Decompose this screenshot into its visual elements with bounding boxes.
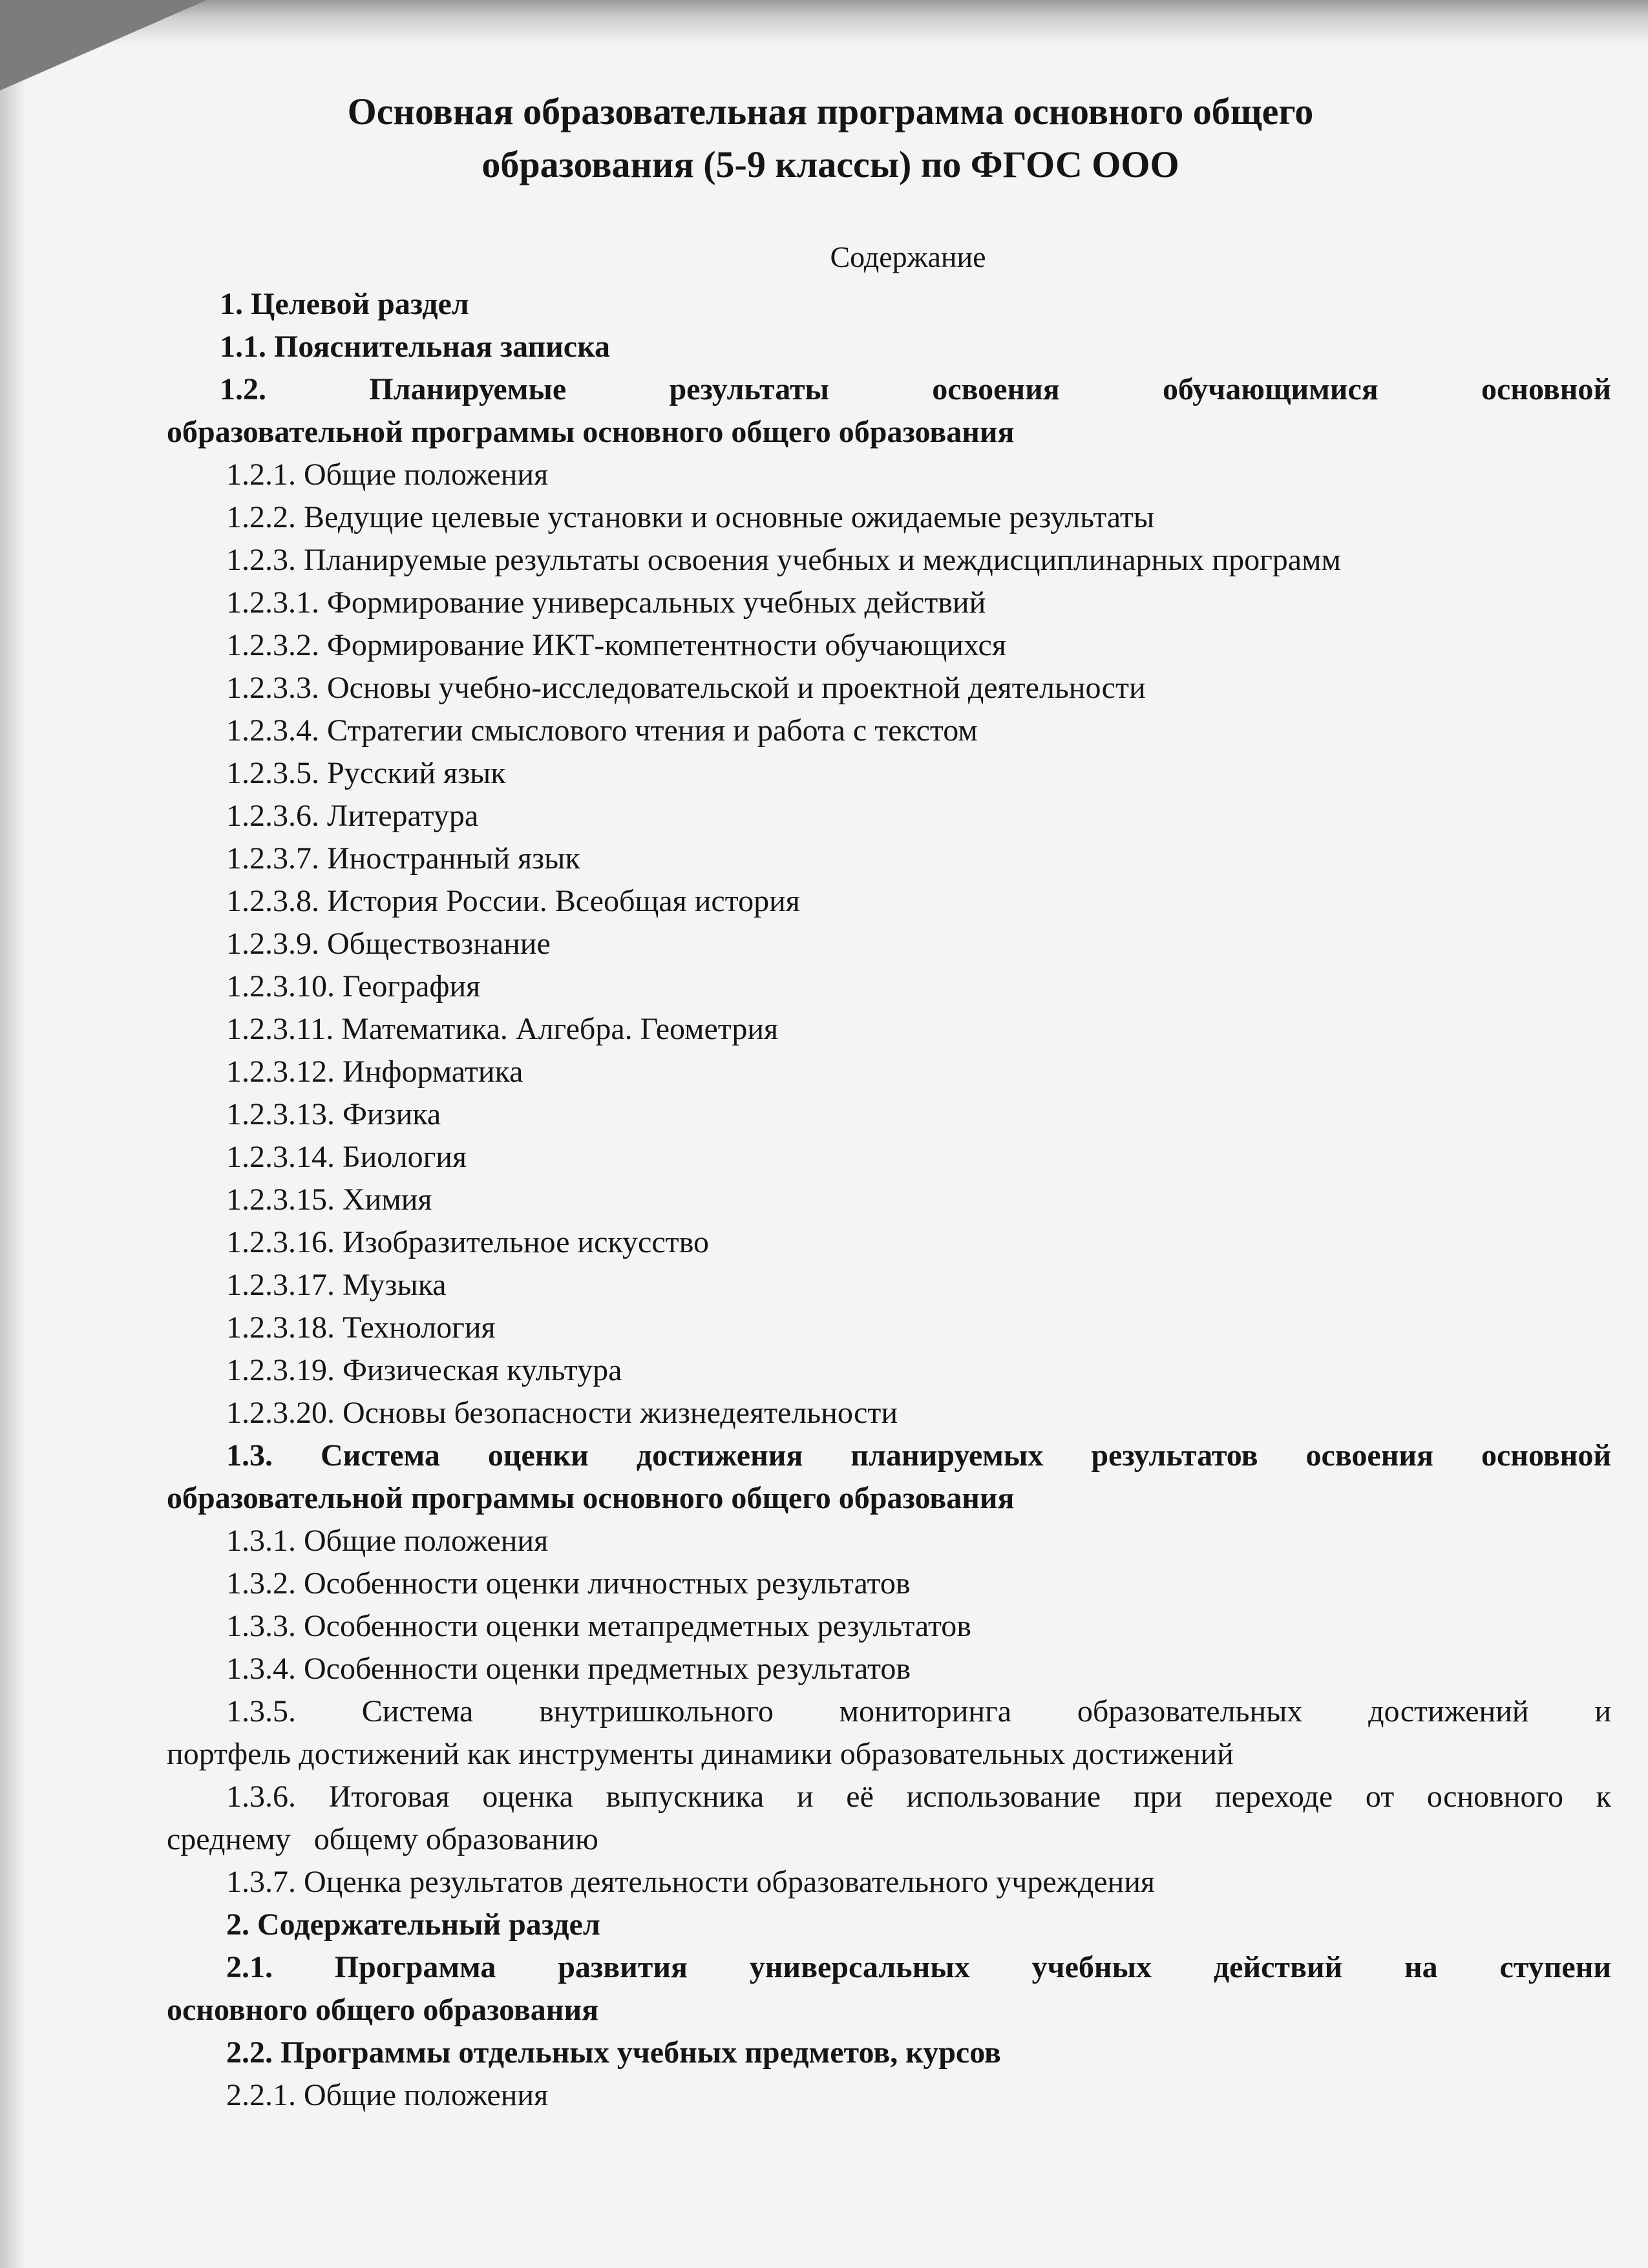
toc-section-2-2: 2.2. Программы отдельных учебных предметов, курсов xyxy=(226,2035,1001,2070)
contents-heading: Содержание xyxy=(830,240,986,273)
toc-section-1-2-3: 1.2.3. Планируемые результаты освоения учебных и междисциплинарных программ xyxy=(226,543,1341,577)
document-title xyxy=(168,85,1493,191)
toc-section-2-1-line-2: основного общего образования xyxy=(167,1993,599,2027)
toc-section-1-2-3-17: 1.2.3.17. Музыка xyxy=(226,1268,447,1302)
toc-section-1-2-3-1: 1.2.3.1. Формирование универсальных учебных действий xyxy=(226,585,986,620)
document-title-line-2: образования (5-9 классы) по ФГОС ООО xyxy=(481,143,1179,185)
toc-section-1-3-line-1: 1.3. Система оценки достижения планируемых результатов освоения основной xyxy=(226,1438,1611,1473)
toc-section-1-3-6-line-2: среднему общему образованию xyxy=(167,1822,598,1856)
toc-section-1-2-line-1: 1.2. Планируемые результаты освоения обучающимися основной xyxy=(220,372,1611,406)
toc-section-2: 2. Содержательный раздел xyxy=(226,1907,600,1942)
toc-section-2-2-1: 2.2.1. Общие положения xyxy=(226,2078,549,2112)
toc-section-1-2-3-19: 1.2.3.19. Физическая культура xyxy=(226,1353,622,1387)
toc-section-1-2-3-14: 1.2.3.14. Биология xyxy=(226,1140,467,1174)
toc-section-1-3-4: 1.3.4. Особенности оценки предметных результатов xyxy=(226,1652,911,1686)
toc-section-1-2-3-13: 1.2.3.13. Физика xyxy=(226,1097,441,1131)
toc-section-1-1: 1.1. Пояснительная записка xyxy=(220,330,611,364)
toc-section-1-3-line-2: образовательной программы основного общего образования xyxy=(167,1481,1015,1515)
table-of-contents xyxy=(167,283,1611,2117)
toc-section-1-3-2: 1.3.2. Особенности оценки личностных результатов xyxy=(226,1566,911,1601)
toc-section-1-2-3-20: 1.2.3.20. Основы безопасности жизнедеятельности xyxy=(226,1396,898,1430)
toc-section-1-2-3-12: 1.2.3.12. Информатика xyxy=(226,1055,523,1089)
toc-section-1-2-1: 1.2.1. Общие положения xyxy=(226,457,549,492)
toc-section-1-2-3-15: 1.2.3.15. Химия xyxy=(226,1182,432,1217)
toc-section-1-2-3-5: 1.2.3.5. Русский язык xyxy=(226,756,506,790)
toc-section-1: 1. Целевой раздел xyxy=(220,287,469,321)
toc-section-1-2-line-2: образовательной программы основного общего образования xyxy=(167,415,1015,449)
document-title-line-1: Основная образовательная программа основного общего xyxy=(347,90,1314,132)
toc-section-1-2-3-18: 1.2.3.18. Технология xyxy=(226,1310,496,1345)
toc-section-1-3-5-line-2: портфель достижений как инструменты динамики образовательных достижений xyxy=(167,1737,1234,1771)
toc-section-1-2-3-16: 1.2.3.16. Изобразительное искусство xyxy=(226,1225,709,1259)
toc-section-1-2-3-8: 1.2.3.8. История России. Всеобщая история xyxy=(226,884,800,918)
toc-section-1-2-2: 1.2.2. Ведущие целевые установки и основные ожидаемые результаты xyxy=(226,500,1155,534)
toc-section-2-1-line-1: 2.1. Программа развития универсальных учебных действий на ступени xyxy=(226,1950,1611,1984)
toc-section-1-2-3-10: 1.2.3.10. География xyxy=(226,969,481,1003)
toc-section-1-2-3-9: 1.2.3.9. Обществознание xyxy=(226,927,551,961)
toc-section-1-2-3-3: 1.2.3.3. Основы учебно-исследовательской и проектной деятельности xyxy=(226,671,1146,705)
toc-section-1-2-3-6: 1.2.3.6. Литература xyxy=(226,799,479,833)
toc-section-1-3-7: 1.3.7. Оценка результатов деятельности образовательного учреждения xyxy=(226,1865,1155,1899)
toc-section-1-3-5-line-1: 1.3.5. Система внутришкольного мониторинга образовательных достижений и xyxy=(226,1694,1611,1728)
toc-section-1-2-3-11: 1.2.3.11. Математика. Алгебра. Геометрия xyxy=(226,1012,779,1046)
toc-section-1-2-3-7: 1.2.3.7. Иностранный язык xyxy=(226,841,580,876)
toc-section-1-3-6-line-1: 1.3.6. Итоговая оценка выпускника и её использование при переходе от основного к xyxy=(226,1780,1611,1814)
toc-section-1-2-3-4: 1.2.3.4. Стратегии смыслового чтения и работа с текстом xyxy=(226,713,978,748)
toc-section-1-3-3: 1.3.3. Особенности оценки метапредметных результатов xyxy=(226,1609,971,1643)
toc-section-1-3-1: 1.3.1. Общие положения xyxy=(226,1524,549,1558)
toc-section-1-2-3-2: 1.2.3.2. Формирование ИКТ-компетентности обучающихся xyxy=(226,628,1006,662)
